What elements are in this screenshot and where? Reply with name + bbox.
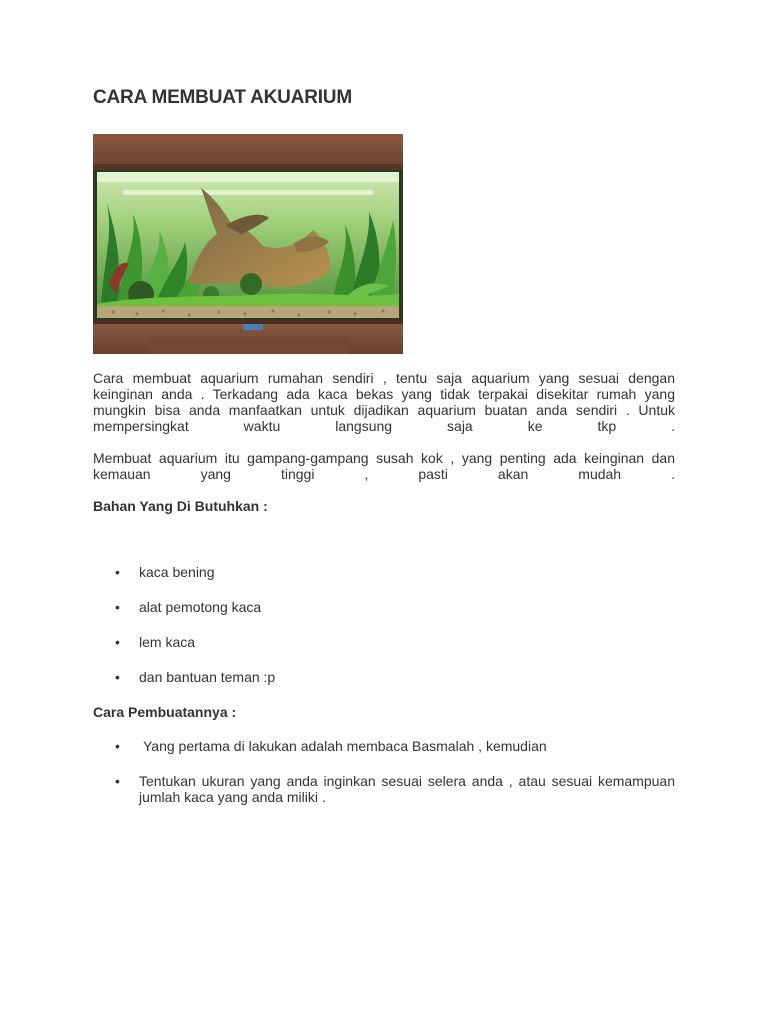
bullet-icon: • [115,669,120,685]
list-item-text: alat pemotong kaca [139,599,262,615]
list-item-text: Tentukan ukuran yang anda inginkan sesuai selera anda , atau sesuai kemampuan jumlah kaca yang anda miliki . [139,773,675,805]
bullet-icon: • [115,599,120,615]
document-title: CARA MEMBUAT AKUARIUM [93,87,352,108]
paragraph-second: Membuat aquarium itu gampang-gampang susah kok , yang penting ada keinginan dan kemauan yang tinggi , pasti akan mudah . [93,450,675,482]
bullet-icon: • [115,738,120,754]
steps-heading: Cara Pembuatannya : [93,704,237,720]
bullet-icon: • [115,564,120,580]
list-item-text: dan bantuan teman :p [139,669,276,685]
list-item-text: lem kaca [139,634,196,650]
list-item-text: kaca bening [139,564,215,580]
bullet-icon: • [115,773,120,789]
aquarium-photo [93,134,403,354]
list-item-text: Yang pertama di lakukan adalah membaca Basmalah , kemudian [143,738,547,754]
paragraph-intro: Cara membuat aquarium rumahan sendiri , tentu saja aquarium yang sesuai dengan keinginan anda . Terkadang ada kaca bekas yang tidak terpakai disekitar rumah yang mungkin bisa anda manfaatkan untuk dijadikan aquarium buatan anda sendiri . Untuk mempersingkat waktu langsung saja ke tkp . [93,370,675,434]
materials-heading: Bahan Yang Di Butuhkan : [93,498,268,514]
bullet-icon: • [115,634,120,650]
